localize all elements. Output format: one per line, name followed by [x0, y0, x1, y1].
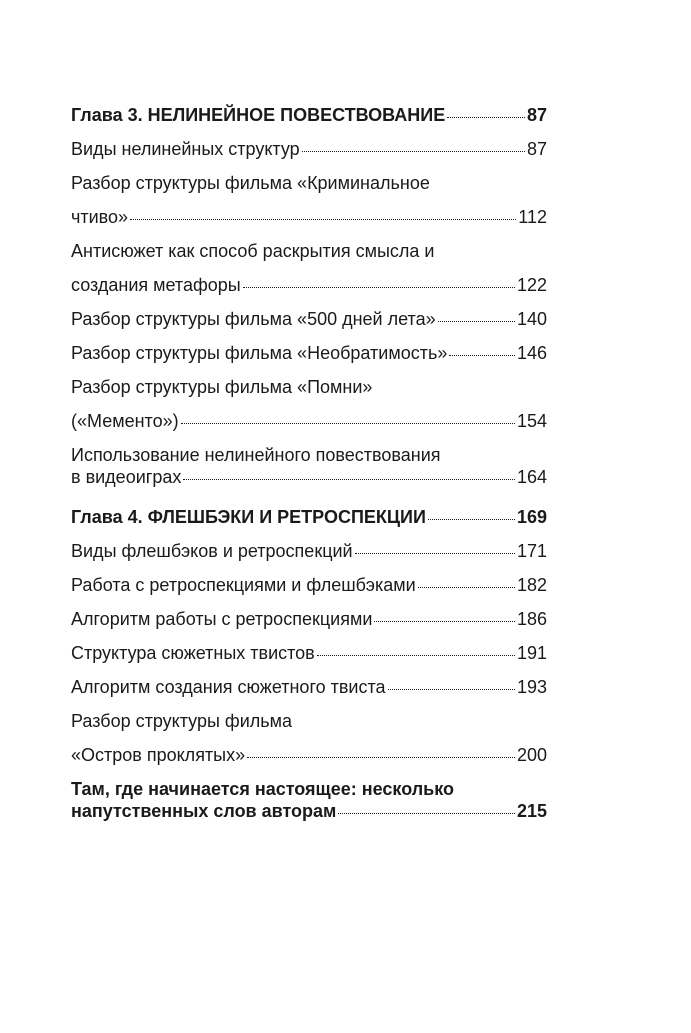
dot-leader: [428, 518, 515, 520]
toc-entry[interactable]: [71, 336, 547, 370]
toc-entry-title: в видеоиграх: [71, 467, 182, 487]
toc-page-number: 191: [516, 643, 547, 663]
toc-page-number: 169: [516, 507, 547, 527]
toc-entry-title: Глава 3. НЕЛИНЕЙНОЕ ПОВЕСТВОВАНИЕ: [71, 105, 446, 125]
toc-entry-title: Структура сюжетных твистов: [71, 643, 315, 663]
toc-entry-title: Алгоритм работы с ретроспекциями: [71, 609, 373, 629]
toc-page-number: 87: [526, 105, 547, 125]
toc-entry-title: Виды флешбэков и ретроспекций: [71, 541, 353, 561]
toc-entry[interactable]: [71, 636, 547, 670]
dot-leader: [388, 688, 515, 690]
toc-entry-title: («Мементо»): [71, 411, 179, 431]
toc-entry-title-line: Разбор структуры фильма «Помни»: [71, 377, 373, 397]
toc-entry[interactable]: [71, 268, 547, 302]
toc-page-number: 112: [518, 207, 547, 227]
dot-leader: [355, 552, 515, 554]
toc-page-number: 122: [516, 275, 547, 295]
toc-page-number: 193: [516, 677, 547, 697]
toc-entry-title-line: Там, где начинается настоящее: несколько: [71, 779, 455, 799]
toc-page-number: 182: [516, 575, 547, 595]
dot-leader: [438, 320, 515, 322]
toc-entry-title: чтиво»: [71, 207, 129, 227]
toc-entry-title: напутственных слов авторам: [71, 801, 337, 821]
dot-leader: [181, 422, 515, 424]
toc-entry[interactable]: [71, 738, 547, 772]
dot-leader: [302, 150, 525, 152]
toc-page-number: 164: [516, 467, 547, 487]
toc-page-number: 140: [516, 309, 547, 329]
toc-entry[interactable]: [71, 466, 547, 488]
toc-entry-title-line: Разбор структуры фильма: [71, 711, 293, 731]
dot-leader: [243, 286, 515, 288]
dot-leader: [317, 654, 515, 656]
toc-page-number: 200: [516, 745, 547, 765]
toc-entry-title: «Остров проклятых»: [71, 745, 246, 765]
toc-entry[interactable]: [71, 568, 547, 602]
toc-entry[interactable]: [71, 534, 547, 568]
toc-entry-chapter-3[interactable]: [71, 98, 547, 132]
toc-entry-title-line: Антисюжет как способ раскрытия смысла и: [71, 241, 435, 261]
dot-leader: [338, 812, 515, 814]
toc-entry-title-line: Разбор структуры фильма «Криминальное: [71, 173, 430, 193]
toc-entry-chapter-4[interactable]: [71, 500, 547, 534]
toc-entry[interactable]: [71, 302, 547, 336]
toc-entry[interactable]: [71, 670, 547, 704]
toc-entry[interactable]: [71, 602, 547, 636]
dot-leader: [418, 586, 515, 588]
toc-entry-title: Виды нелинейных структур: [71, 139, 300, 159]
toc-entry[interactable]: [71, 132, 547, 166]
toc-page-number: 87: [526, 139, 547, 159]
dot-leader: [183, 478, 515, 480]
dot-leader: [130, 218, 516, 220]
toc-entry-title: Глава 4. ФЛЕШБЭКИ И РЕТРОСПЕКЦИИ: [71, 507, 426, 527]
toc-entry-title: Разбор структуры фильма «500 дней лета»: [71, 309, 436, 329]
dot-leader: [449, 354, 515, 356]
toc-entry-afterword[interactable]: [71, 800, 547, 822]
dot-leader: [247, 756, 515, 758]
table-of-contents: [71, 98, 547, 822]
toc-entry-title-line: Использование нелинейного повествования: [71, 445, 441, 465]
toc-entry[interactable]: [71, 404, 547, 438]
toc-entry[interactable]: [71, 200, 547, 234]
toc-entry-title: Работа с ретроспекциями и флешбэками: [71, 575, 416, 595]
toc-page-number: 186: [516, 609, 547, 629]
toc-page-number: 215: [516, 801, 547, 821]
toc-page-number: 154: [516, 411, 547, 431]
toc-entry-title: создания метафоры: [71, 275, 241, 295]
dot-leader: [447, 116, 525, 118]
toc-page-number: 171: [516, 541, 547, 561]
toc-page-number: 146: [516, 343, 547, 363]
toc-entry-title: Алгоритм создания сюжетного твиста: [71, 677, 386, 697]
toc-entry-title: Разбор структуры фильма «Необратимость»: [71, 343, 448, 363]
dot-leader: [374, 620, 515, 622]
